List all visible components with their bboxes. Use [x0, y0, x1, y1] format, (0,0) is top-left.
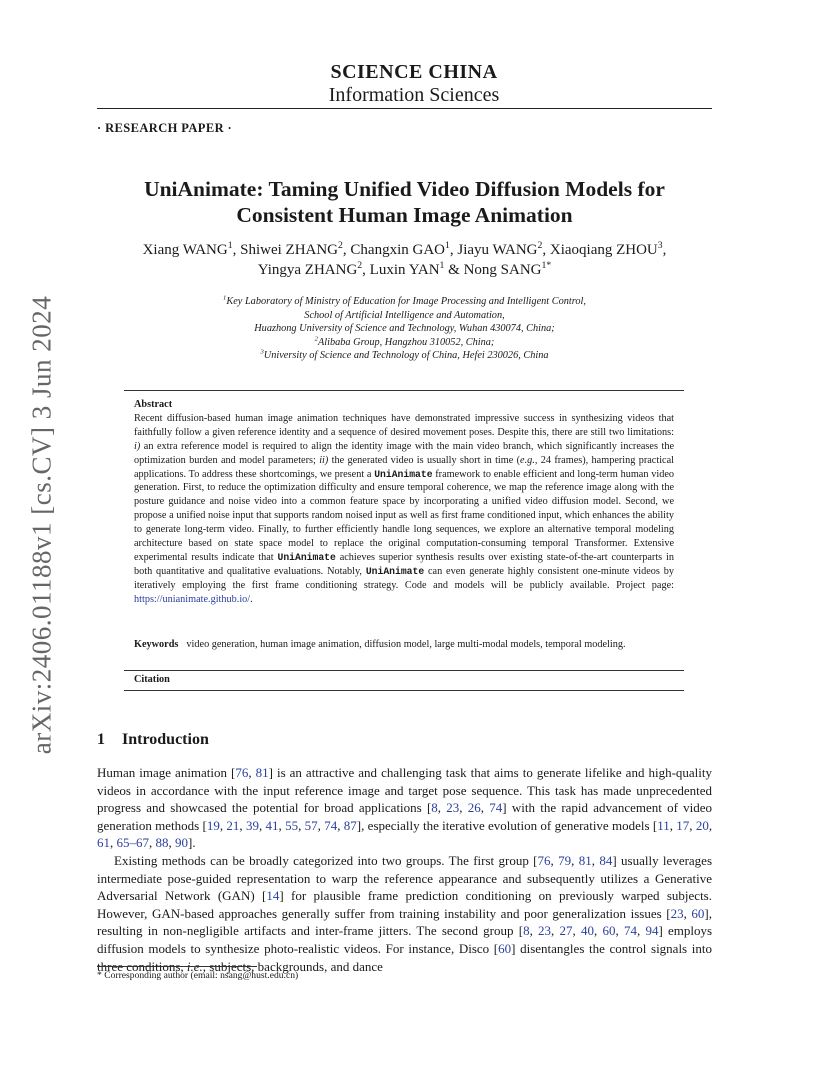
paper-type: · RESEARCH PAPER · [97, 121, 233, 135]
citation-link[interactable]: 21 [226, 817, 240, 833]
author-affiliation-mark: 1 [444, 240, 450, 251]
citation-link[interactable]: 94 [645, 923, 659, 939]
abstract-text: the generated video is usually short in time ( [328, 454, 521, 466]
citation-link[interactable]: 8 [431, 800, 438, 816]
citation-link[interactable]: 87 [343, 817, 357, 833]
affiliation-2 [97, 336, 712, 350]
author-name: Changxin GAO [350, 242, 445, 258]
author-name: Xiaoqiang ZHOU [549, 242, 658, 258]
abstract-emphasis: ii) [319, 454, 329, 466]
paragraph-1: Human image animation [76, 81] is an attractive and challenging task that aims to generate lifelike and high-quality videos in accordance with the input reference image and target pose sequence. This task has made unprecedented progress and showcased the potential for broad applications [8, 23, 26, 74] with the rapid advancement of video generation methods [19, 21, 39, 41, 55, 57, 74, 87], especially the iterative evolution of generative models [11, 17, 20, 61, 65–67, 88, 90]. [97, 765, 713, 851]
keywords [134, 638, 674, 652]
affiliation-3 [97, 349, 712, 363]
author-affiliation-mark: 1 [227, 240, 233, 251]
author-affiliation-mark: 2 [357, 260, 363, 271]
citation-link[interactable]: 74 [623, 923, 637, 939]
citation-link[interactable]: 60 [691, 905, 705, 921]
project-page-link[interactable]: https://unianimate.github.io/ [134, 593, 251, 605]
author-affiliation-mark: 2 [338, 240, 343, 251]
abstract-middle-rule [124, 670, 684, 671]
citation-link[interactable]: 76 [537, 852, 551, 868]
author-affiliation-mark: 2 [537, 240, 543, 251]
author-name: Jiayu WANG [457, 242, 538, 258]
method-name: UniAnimate [277, 551, 336, 563]
author-affiliation-mark: 3 [657, 240, 663, 251]
abstract-heading: Abstract [134, 399, 173, 410]
citation-link[interactable]: 39 [245, 817, 259, 833]
abstract [134, 398, 674, 607]
citation-link[interactable]: 84 [599, 852, 613, 868]
keywords-text: video generation, human image animation, diffusion model, large multi-modal models, temporal modeling. [186, 639, 626, 650]
citation-link[interactable]: 61 [97, 835, 110, 851]
author-list: Xiang WANG$^1$, Shiwei ZHANG$^2$, Changxin GAO$^1$, Jiayu WANG$^2$, Xiaoqiang ZHOU$^3$, Yingya ZHANG$^2$, Luxin YAN$^1$ & Nong $SANG^{1*}$ [142, 240, 667, 278]
citation-link[interactable]: 57 [304, 817, 318, 833]
citation-link[interactable]: 19 [206, 817, 220, 833]
affiliation-1-line-2: School of Artificial Intelligence and Automation, [304, 309, 505, 321]
abstract-text: . [250, 593, 253, 605]
abstract-top-rule [124, 390, 684, 391]
paragraph-2: Existing methods can be broadly categorized into two groups. The first group [76, 79, 81, 84] usually leverages intermediate pose-guided representation to warp the reference appearance and subsequently utilizes a Generative Adversarial Network (GAN) [14] for plausible frame prediction conditioning on previously warped subjects. However, GAN-based approaches generally suffer from training instability and poor generalization issues [23, 60], resulting in non-negligible artifacts and inter-frame jitters. The second group [8, 23, 27, 40, 60, 74, 94] employs diffusion models to synthesize photo-realistic videos. For instance, Disco [60] disentangles the control signals into three conditions, i.e., subjects, backgrounds, and dance [97, 852, 713, 974]
affiliation-mark: 3 [260, 348, 264, 356]
affiliation-1-line-1: Key Laboratory of Ministry of Education for Image Processing and Intelligent Control, [226, 296, 586, 307]
citation-link[interactable]: 76 [235, 765, 249, 780]
abstract-text: framework to enable efficient and long-term human video generation. First, to reduce the optimization difficulty and ensure temporal coherence, we map the reference image along with the posture guidance and noise video into a common feature space by incorporating a unified video diffusion model. Second, we propose a unified noise input that supports random noised input as well as first frame conditioned input, which enhances the ability to generate long-term video. Finally, to further efficiently handle long sequences, we explore an alternative temporal modeling architecture based on state space model to replace the original computation-consuming temporal Transformer. Extensive experimental results indicate that [134, 468, 674, 563]
header-rule [97, 108, 712, 109]
citation-link[interactable]: 79 [558, 852, 572, 868]
citation-link[interactable]: 65–67 [116, 835, 149, 851]
abstract-emphasis: i) [134, 440, 141, 452]
abstract-bottom-rule [124, 690, 684, 691]
journal-name: SCIENCE CHINA [330, 61, 498, 83]
citation-link[interactable]: 74 [324, 817, 338, 833]
author-name: Shiwei ZHANG [240, 242, 339, 258]
affiliation-2-text: Alibaba Group, Hangzhou 310052, China; [317, 336, 495, 348]
method-name: UniAnimate [374, 468, 433, 480]
method-name: UniAnimate [365, 565, 425, 577]
arxiv-stamp: arXiv:2406.01188v1 [cs.CV] 3 Jun 2024 [26, 295, 57, 755]
citation-link[interactable]: 81 [255, 765, 269, 780]
affiliation-mark: 2 [314, 335, 318, 343]
abstract-text: can even generate highly consistent one-minute videos by iteratively employing the first frame conditioning strategy. Code and models will be publicly available. Project page: [134, 565, 674, 591]
citation-link[interactable]: 60 [602, 923, 616, 939]
introduction-body [97, 764, 712, 975]
affiliations [97, 295, 712, 363]
emphasis: i.e. [186, 958, 203, 974]
section-heading [97, 731, 209, 749]
citation-link[interactable]: 27 [559, 923, 573, 939]
abstract-text: Recent diffusion-based human image animation techniques have demonstrated impressive success in synthesizing videos that faithfully follow a given reference identity and a sequence of desired movement poses. Despite this, there are still two limitations: [134, 412, 674, 438]
author-name: Luxin YAN [369, 262, 440, 278]
abstract-text: , 24 frames), hampering practical applications. To address these shortcomings, we present a [134, 454, 675, 480]
affiliation-3-text: University of Science and Technology of China, Hefei 230026, China [263, 350, 549, 361]
abstract-emphasis: e.g. [520, 454, 535, 466]
author-affiliation-mark: 1* [541, 260, 552, 271]
abstract-text: achieves superior synthesis results over existing state-of-the-art counterparts in both quantitative and qualitative evaluations. Notably, [134, 551, 674, 577]
citation-link[interactable]: 23 [538, 923, 552, 939]
citation-link[interactable]: 55 [285, 817, 299, 833]
citation-link[interactable]: 88 [155, 835, 169, 851]
journal-subtitle: Information Sciences [328, 84, 500, 106]
footnote-rule [97, 966, 257, 967]
citation-link[interactable]: 74 [489, 800, 503, 816]
abstract-text: an extra reference model is required to align the identity image with the main video branch, which significantly increases the optimization burden and model parameters; [134, 440, 674, 466]
citation-link[interactable]: 40 [581, 923, 595, 939]
author-name: Yingya ZHANG [257, 262, 358, 278]
section-title: Introduction [122, 731, 209, 748]
citation-link[interactable]: 14 [266, 888, 280, 904]
author-name: Xiang WANG [142, 242, 228, 258]
citation-link[interactable]: 20 [695, 817, 709, 833]
citation-link[interactable]: 41 [265, 817, 279, 833]
paper-title: UniAnimate: Taming Unified Video Diffusion Models for Consistent Human Image Animation [144, 177, 665, 227]
citation-link[interactable]: 23 [670, 905, 684, 921]
citation-link[interactable]: 81 [578, 852, 592, 868]
citation-link[interactable]: 60 [498, 940, 512, 956]
citation-link[interactable]: 90 [175, 835, 188, 851]
affiliation-1-line-3: Huazhong University of Science and Technology, Wuhan 430074, China; [254, 323, 555, 334]
journal-header [0, 60, 828, 106]
citation-label: Citation [134, 674, 170, 685]
keywords-heading: Keywords [134, 639, 179, 650]
citation-link[interactable]: 23 [446, 800, 460, 816]
citation-link[interactable]: 8 [523, 923, 530, 939]
author-name: Nong SANG [463, 262, 542, 278]
author-affiliation-mark: 1 [439, 260, 445, 271]
section-number: 1 [97, 731, 105, 748]
citation-link[interactable]: 26 [467, 800, 481, 816]
affiliation-mark: 1 [223, 294, 227, 302]
affiliation-1 [97, 295, 712, 309]
citation-link[interactable]: 11 [657, 817, 670, 833]
footnote: * Corresponding author (email: nsang@hust.edu.cn) [97, 970, 299, 981]
citation-link[interactable]: 17 [676, 817, 690, 833]
